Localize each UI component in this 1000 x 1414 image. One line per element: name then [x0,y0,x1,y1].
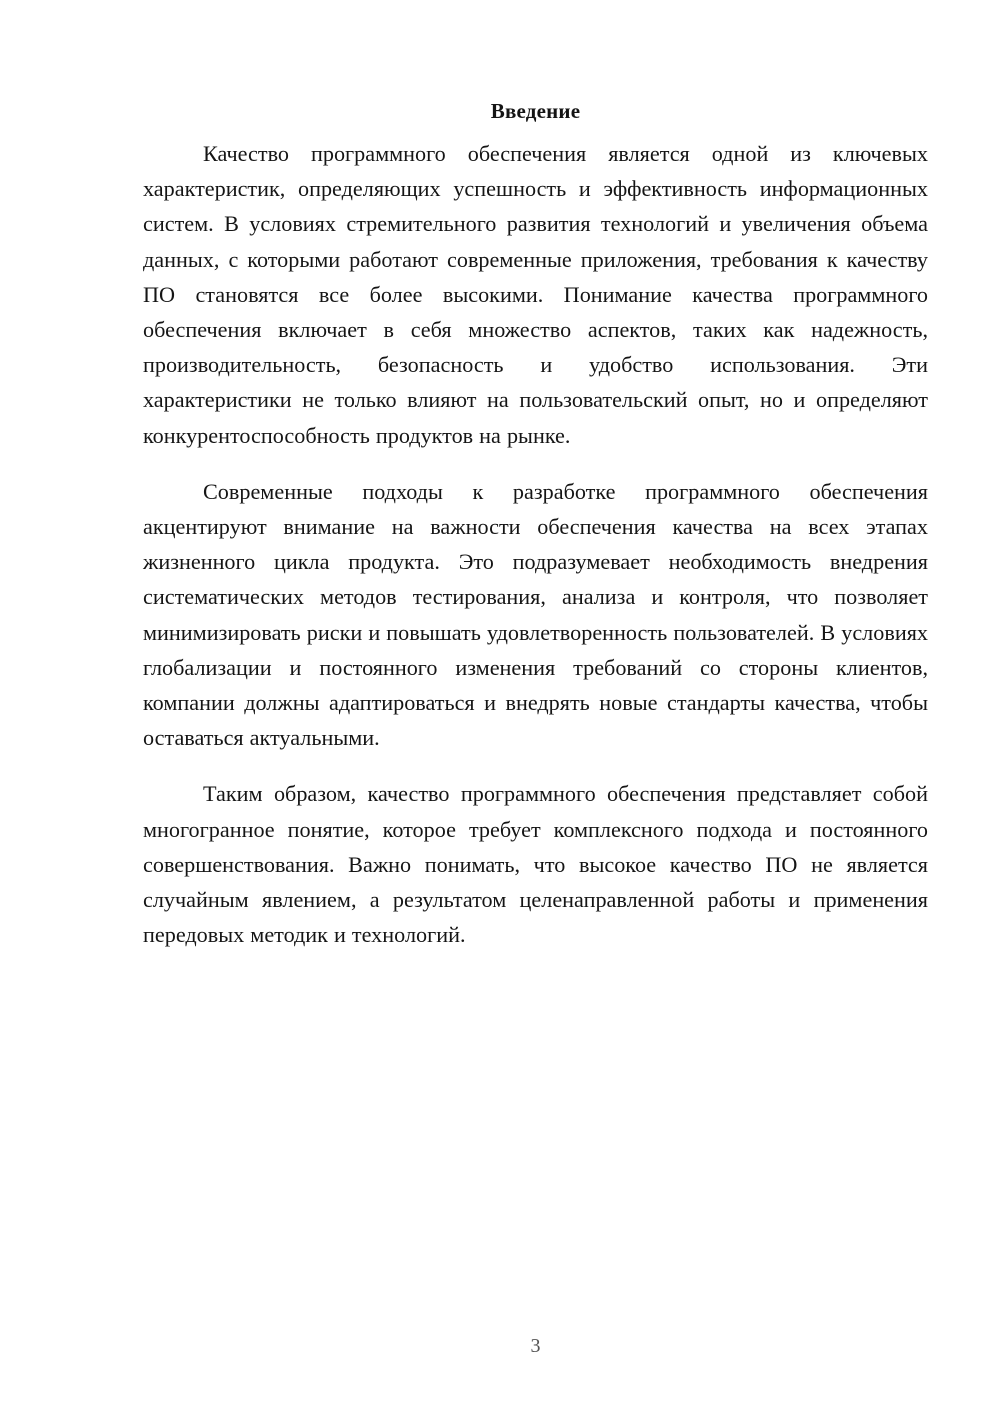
page-content [143,96,928,952]
paragraph-2: Современные подходы к разработке программного обеспечения акцентируют внимание на важности обеспечения качества на всех этапах жизненного цикла продукта. Это подразумевает необходимость внедрения систематических методов тестирования, анализа и контроля, что позволяет минимизировать риски и повышать удовлетворенность пользователей. В условиях глобализации и постоянного изменения требований со стороны клиентов, компании должны адаптироваться и внедрять новые стандарты качества, чтобы оставаться актуальными. [143,478,928,751]
paragraph-1: Качество программного обеспечения является одной из ключевых характеристик, определяющих успешность и эффективность информационных систем. В условиях стремительного развития технологий и увеличения объема данных, с которыми работают современные приложения, требования к качеству ПО становятся все более высокими. Понимание качества программного обеспечения включает в себя множество аспектов, таких как надежность, производительность, безопасность и удобство использования. Эти характеристики не только влияют на пользовательский опыт, но и определяют конкурентоспособность продуктов на рынке. [143,141,928,448]
page-title: Введение [490,99,581,123]
page-number: 3 [530,1335,541,1357]
paragraph-3: Таким образом, качество программного обеспечения представляет собой многогранное понятие, которое требует комплексного подхода и постоянного совершенствования. Важно понимать, что высокое качество ПО не является случайным явлением, а результатом целенаправленной работы и применения передовых методик и технологий. [143,781,928,948]
